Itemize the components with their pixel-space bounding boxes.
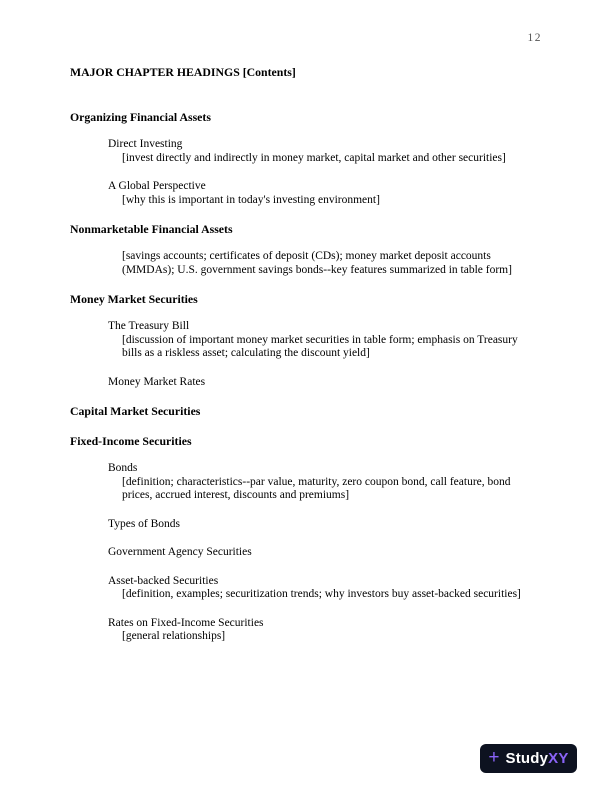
brand-name-primary: Study (505, 750, 549, 767)
item-title: A Global Perspective (108, 180, 206, 192)
item-note: [invest directly and indirectly in money market, capital market and other securities] (122, 151, 506, 164)
toc-item (108, 376, 540, 390)
item-title: Rates on Fixed-Income Securities (108, 616, 264, 629)
section-heading: Fixed-Income Securities (70, 434, 192, 448)
section-heading: Money Market Securities (70, 292, 198, 306)
toc-item (108, 250, 540, 277)
item-title: Asset-backed Securities (108, 574, 219, 587)
section-heading: Organizing Financial Assets (70, 110, 211, 124)
section-organizing-financial-assets (70, 110, 540, 207)
toc-item (108, 518, 540, 532)
section-heading: Nonmarketable Financial Assets (70, 222, 233, 236)
toc-item (108, 546, 540, 560)
item-title: Bonds (108, 462, 138, 474)
item-title: Direct Investing (108, 138, 183, 150)
section-capital-market-securities (70, 404, 540, 419)
item-note: [discussion of important money market securities in table form; emphasis on Treasury bills as a riskless asset; calculating the discount yield] (122, 333, 518, 359)
toc-item (108, 320, 540, 361)
section-fixed-income-securities (70, 434, 540, 644)
item-note: [general relationships] (122, 630, 226, 642)
item-title: Money Market Rates (108, 375, 206, 388)
brand-name (506, 750, 569, 767)
item-title: Types of Bonds (108, 517, 181, 530)
section-money-market-securities (70, 292, 540, 389)
item-note: [savings accounts; certificates of deposit (CDs); money market deposit accounts (MMDAs); U.S. government savings bonds--key features summarized in table form] (122, 250, 512, 276)
toc-item (108, 180, 540, 207)
item-note: [definition, examples; securitization trends; why investors buy asset-backed securities] (122, 588, 521, 600)
toc-item (108, 617, 540, 644)
item-note: [why this is important in today's investing environment] (122, 193, 380, 206)
section-nonmarketable-financial-assets (70, 222, 540, 277)
brand-name-accent: XY (548, 750, 569, 767)
section-heading: Capital Market Securities (70, 404, 201, 418)
doc-title: MAJOR CHAPTER HEADINGS [Contents] (70, 65, 296, 79)
toc-item (108, 462, 540, 503)
toc-item (108, 575, 540, 602)
item-title: The Treasury Bill (108, 320, 190, 332)
page-number: 12 (527, 32, 542, 44)
plus-icon: + (488, 747, 500, 768)
toc-item (108, 138, 540, 165)
studyxy-badge (480, 744, 577, 773)
item-title: Government Agency Securities (108, 546, 252, 558)
item-note: [definition; characteristics--par value, maturity, zero coupon bond, call feature, bond prices, accrued interest, discounts and premiums] (122, 475, 511, 501)
